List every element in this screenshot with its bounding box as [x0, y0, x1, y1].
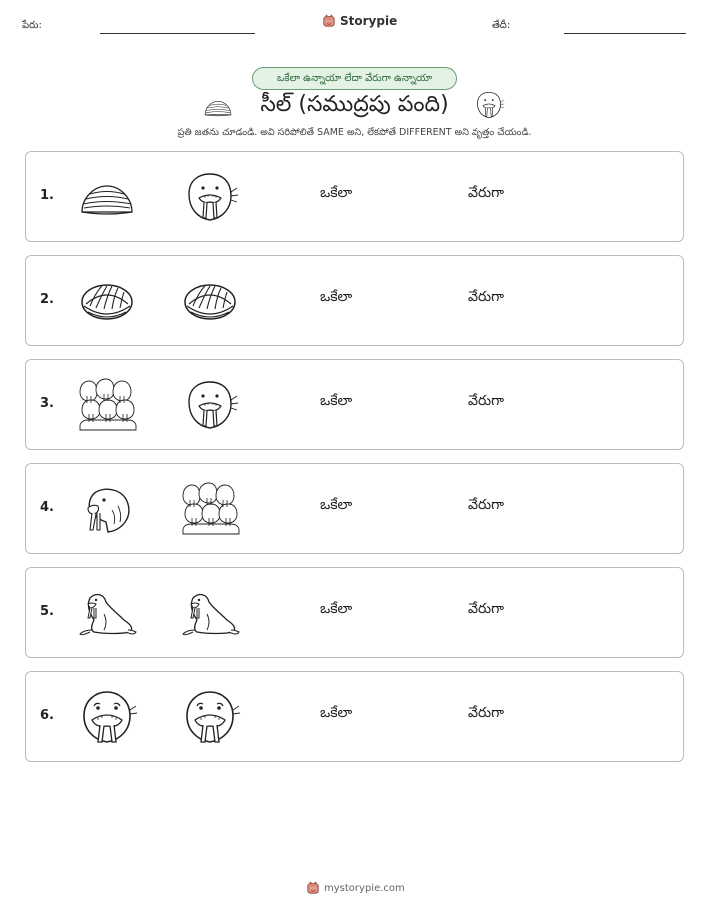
question-row-5 [25, 567, 684, 658]
different-option[interactable]: వేరుగా [468, 185, 504, 201]
same-option[interactable]: ఒకేలా [320, 601, 353, 617]
question-row-4 [25, 463, 684, 554]
walrus-face-icon [76, 688, 138, 746]
storypie-logo-icon [322, 14, 336, 28]
brand-logo [322, 14, 397, 28]
walrus-herd-icon [179, 480, 241, 538]
walrus-profile-icon [76, 480, 138, 538]
storypie-logo-icon [306, 881, 320, 895]
row-number: 2. [40, 292, 54, 307]
walrus-head-icon [179, 168, 241, 226]
date-line[interactable] [564, 33, 686, 34]
row-number: 6. [40, 708, 54, 723]
clam-shell-icon [179, 272, 241, 330]
different-option[interactable]: వేరుగా [468, 289, 504, 305]
question-row-2 [25, 255, 684, 346]
walrus-face-icon [179, 688, 241, 746]
walrus-herd-icon [76, 376, 138, 434]
date-label: తేదీ: [492, 20, 511, 31]
walrus-body-icon [179, 584, 241, 642]
different-option[interactable]: వేరుగా [468, 497, 504, 513]
worksheet-type-pill: ఒకేలా ఉన్నాయా లేదా వేరుగా ఉన్నాయా [252, 67, 457, 90]
same-option[interactable]: ఒకేలా [320, 393, 353, 409]
same-option[interactable]: ఒకేలా [320, 497, 353, 513]
walrus-head-icon [179, 376, 241, 434]
rock-icon [76, 168, 138, 226]
different-option[interactable]: వేరుగా [468, 393, 504, 409]
instructions: ప్రతి జతను చూడండి. అవి సరిపోలితే SAME అని, లేకపోతే DIFFERENT అని వృత్తం చేయండి. [177, 127, 532, 138]
row-number: 4. [40, 500, 54, 515]
different-option[interactable]: వేరుగా [468, 705, 504, 721]
walrus-body-icon [76, 584, 138, 642]
walrus-decoration-icon [472, 88, 506, 122]
same-option[interactable]: ఒకేలా [320, 289, 353, 305]
brand-name: Storypie [340, 14, 398, 28]
row-number: 3. [40, 396, 54, 411]
question-row-6 [25, 671, 684, 762]
different-option[interactable]: వేరుగా [468, 601, 504, 617]
same-option[interactable]: ఒకేలా [320, 185, 353, 201]
question-row-1 [25, 151, 684, 242]
name-line[interactable] [100, 33, 255, 34]
row-number: 1. [40, 188, 54, 203]
same-option[interactable]: ఒకేలా [320, 705, 353, 721]
question-row-3 [25, 359, 684, 450]
name-label: పేరు: [22, 20, 42, 31]
page-title: సీల్ (సముద్రపు పంది) [260, 92, 449, 117]
clam-shell-icon [76, 272, 138, 330]
row-number: 5. [40, 604, 54, 619]
footer-site[interactable]: mystorypie.com [324, 882, 405, 894]
footer [306, 881, 405, 895]
